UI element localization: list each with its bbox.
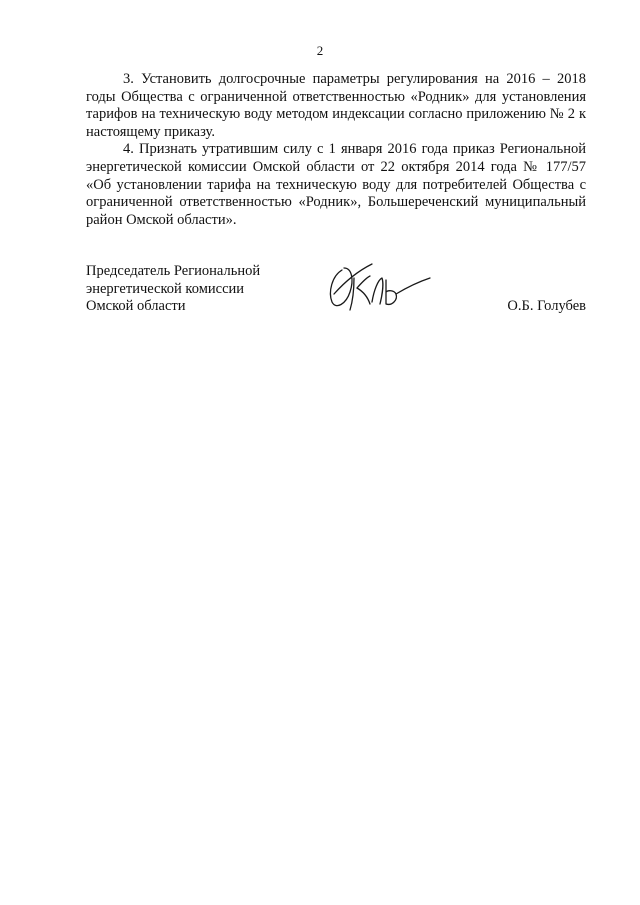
- handwritten-signature: [324, 258, 434, 314]
- signatory-title-line: энергетической комиссии: [86, 280, 245, 297]
- signer-name: О.Б. Голубев: [507, 298, 586, 314]
- signatory-title-line: Омской области: [86, 298, 186, 315]
- page-number: 2: [316, 43, 324, 58]
- paragraph-3: 3. Установить долгосрочные параметры регулирования на 2016 – 2018 годы Общества с ограниченной ответственностью «Родник» для установления тарифов на техническую воду методом индексации согласно приложению № 2 к настоящему приказу.: [86, 71, 586, 140]
- signatory-title: [86, 263, 260, 316]
- document-body: [86, 71, 586, 229]
- signatory-title-line: Председатель Региональной: [86, 263, 261, 279]
- paragraph-4: 4. Признать утратившим силу с 1 января 2016 года приказ Региональной энергетической комиссии Омской области от 22 октября 2014 года № 177/57 «Об установлении тарифа на техническую воду для потребителей Общества с ограниченной ответственностью «Родник», Большереченский муниципальный район Омской области».: [86, 141, 586, 228]
